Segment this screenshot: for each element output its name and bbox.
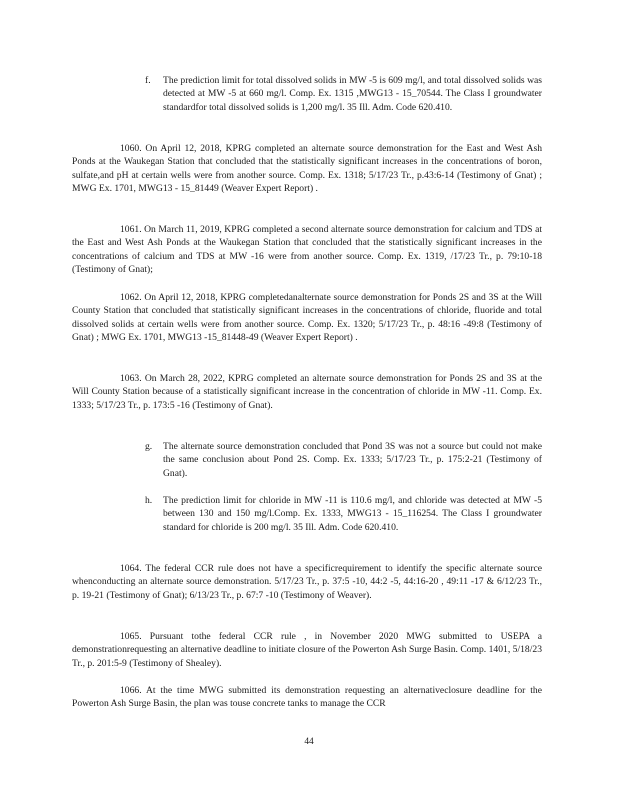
subitem-label: g.: [145, 441, 153, 452]
subitem-g: [145, 440, 542, 480]
paragraph-text: 1066. At the time MWG submitted its demonstration requesting an alternativeclosure deadline for the Powerton Ash Surge Basin, the plan was touse concrete tanks to manage the CCR: [72, 685, 542, 710]
subitem-label: f.: [145, 75, 151, 86]
subitem-h: [145, 494, 542, 534]
paragraph-text: 1062. On April 12, 2018, KPRG completedanalternate source demonstration for Ponds 2S and 3S at the Will County Station that concluded that statistically significant increases in the concentrations of chloride, fluoride and total dissolved solids at certain wells were from another source. Comp. Ex. 1320; 5/17/23 Tr., p. 48:16 -49:8 (Testimony of Gnat) ; MWG Ex. 1701, MWG13 -15_81448-49 (Weaver Expert Report) .: [72, 292, 542, 344]
page-number: 44: [304, 737, 314, 747]
subitem-text: The prediction limit for chloride in MW -11 is 110.6 mg/l, and chloride was detected at MW -5 between 130 and 150 mg/l.Comp. Ex. 1333, MWG13 - 15_116254. The Class I groundwater standard for chloride is 200 mg/l. 35 Ill. Adm. Code 620.410.: [163, 495, 542, 533]
subitem-text: The alternate source demonstration concluded that Pond 3S was not a source but could not make the same conclusion about Pond 2S. Comp. Ex. 1333; 5/17/23 Tr., p. 175:2-21 (Testimony of Gnat).: [163, 441, 542, 479]
subitem-text: The prediction limit for total dissolved solids in MW -5 is 609 mg/l, and total dissolved solids was detected at MW -5 at 660 mg/l. Comp. Ex. 1315 ,MWG13 - 15_70544. The Class I groundwater standardfor total dissolved solids is 1,200 mg/l. 35 Ill. Adm. Code 620.410.: [163, 75, 542, 113]
paragraph-1065: [72, 630, 542, 670]
paragraph-text: 1063. On March 28, 2022, KPRG completed an alternate source demonstration for Ponds 2S and 3S at the Will County Station because of a statistically significant increase in the concentration of chloride in MW -11. Comp. Ex. 1333; 5/17/23 Tr., p. 173:5 -16 (Testimony of Gnat).: [72, 373, 542, 411]
paragraph-1063: [72, 372, 542, 412]
paragraph-text: 1065. Pursuant tothe federal CCR rule , in November 2020 MWG submitted to USEPA a demonstrationrequesting an alternative deadline to initiate closure of the Powerton Ash Surge Basin. Comp. 1401, 5/18/23 Tr., p. 201:5-9 (Testimony of Shealey).: [72, 631, 542, 669]
subitem-label: h.: [145, 495, 153, 506]
subitem-f: [145, 74, 542, 114]
paragraph-1060: [72, 142, 542, 196]
paragraph-1066: [72, 684, 542, 711]
paragraph-text: 1061. On March 11, 2019, KPRG completed a second alternate source demonstration for calcium and TDS at the East and West Ash Ponds at the Waukegan Station that concluded that the statistically significant increases in the concentrations of calcium and TDS at MW -16 were from another source. Comp. Ex. 1319, /17/23 Tr., p. 79:10-18 (Testimony of Gnat);: [72, 224, 542, 276]
paragraph-text: 1064. The federal CCR rule does not have a specificrequirement to identify the specific alternate source whenconducting an alternate source demonstration. 5/17/23 Tr., p. 37:5 -10, 44:2 -5, 44:16-20 , 49:11 -17 & 6/12/23 Tr., p. 19-21 (Testimony of Gnat); 6/13/23 Tr., p. 67:7 -10 (Testimony of Weaver).: [72, 563, 542, 601]
paragraph-text: 1060. On April 12, 2018, KPRG completed an alternate source demonstration for the East and West Ash Ponds at the Waukegan Station that concluded that the statistically significant increases in the concentrations of boron, sulfate,and pH at certain wells were from another source. Comp. Ex. 1318; 5/17/23 Tr., p.43:6-14 (Testimony of Gnat) ; MWG Ex. 1701, MWG13 - 15_81449 (Weaver Expert Report) .: [72, 143, 542, 195]
paragraph-1062: [72, 291, 542, 345]
paragraph-1064: [72, 562, 542, 602]
paragraph-1061: [72, 223, 542, 277]
